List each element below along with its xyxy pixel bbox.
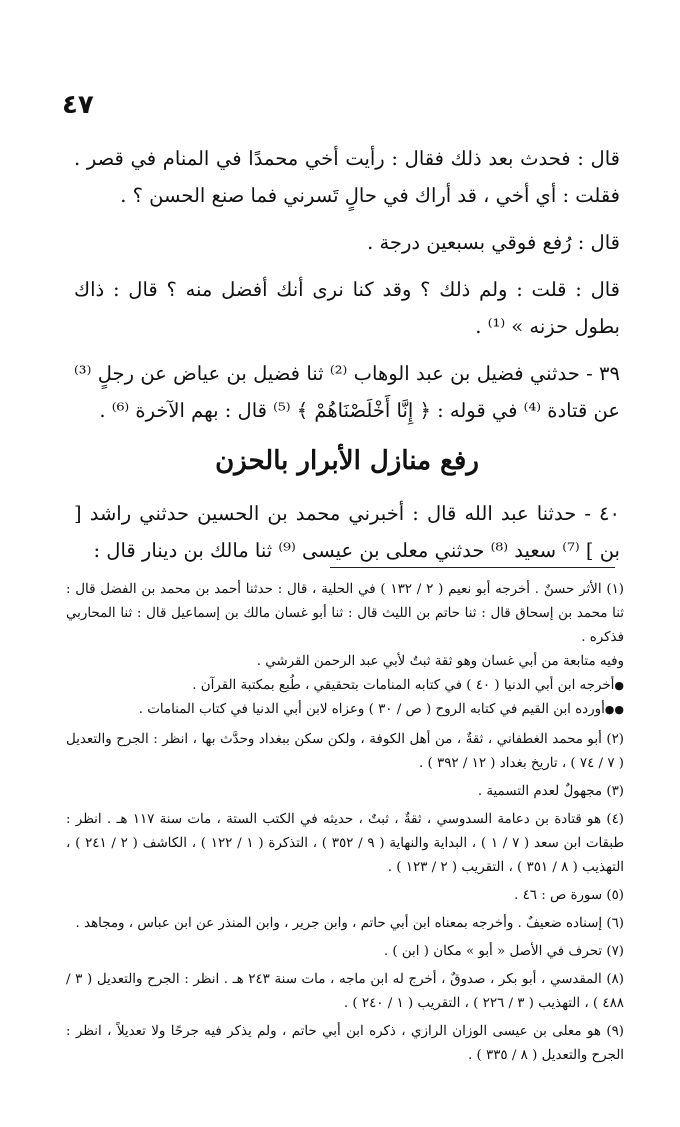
double-bullet-icon: ●● bbox=[604, 703, 624, 716]
footnote-3: (٣) مجهولٌ لعدم التسمية . bbox=[477, 784, 624, 799]
page-number: ٤٧ bbox=[62, 90, 94, 120]
footnote-1-bullet-text: أخرجه ابن أبي الدنيا ( ٤٠ ) في كتابه المنامات بتحقيقي ، طُبع بمكتبة القرآن . bbox=[192, 678, 615, 693]
footnote-9: (٩) هو معلى بن عيسى الوزان الرازي ، ذكره ابن أبي حاتم ، ولم يذكر فيه جرحًا ولا تعديلاً ، انظر : الجرح والتعديل ( ٨ / ٣٣٥ ) . bbox=[66, 1024, 624, 1063]
footnote-1-bullet-text: أورده ابن القيم في كتابه الروح ( ص / ٣٠ ) وعزاه لابن أبي الدنيا في كتاب المنامات . bbox=[138, 702, 605, 717]
footnote-4: (٤) هو قتادة بن دعامة السدوسي ، ثقةٌ ، ثبتٌ ، حديثه في الكتب الستة ، مات سنة ١١٧ هـ . انظر : طبقات ابن سعد ( ٧ / ١ ) ، البداية والنهاية ( ٩ / ٣٥٢ ) ، التذكرة ( ١ / ١٢٢ ) ، الكاشف ( ٢ / ٢٤١ ) ، التهذيب ( ٨ / ٣٥١ ) ، التقريب ( ٢ / ١٢٣ ) . bbox=[66, 812, 625, 875]
footnote-2: (٢) أبو محمد الغطفاني ، ثقةٌ ، من أهل الكوفة ، ولكن سكن ببغداد وحدَّث بها ، انظر : الجرح والتعديل ( ٧ / ٧٤ ) ، تاريخ بغداد ( ١٢ / ٣٩٢ ) . bbox=[66, 732, 624, 771]
main-text bbox=[74, 140, 620, 579]
paragraph-hadith-39: ٣٩ - حدثني فضيل بن عبد الوهاب ⁽²⁾ ثنا فضيل بن عياض عن رجلٍ ⁽³⁾ عن قتادة ⁽⁴⁾ في قوله : ﴿ إِنَّا أَخْلَصْنَاهُمْ ﴾ ⁽⁵⁾ قال : بهم الآخرة ⁽⁶⁾ . bbox=[74, 362, 620, 422]
footnote-5: (٥) سورة ص : ٤٦ . bbox=[514, 888, 624, 903]
bullet-icon: ● bbox=[614, 679, 624, 692]
section-heading: رفع منازل الأبرار بالحزن bbox=[215, 446, 479, 476]
paragraph-3: قال : قلت : ولم ذلك ؟ وقد كنا نرى أنك أفضل منه ؟ قال : ذاك بطول حزنه » ⁽¹⁾ . bbox=[74, 278, 620, 338]
footnote-7: (٧) تحرف في الأصل « أبو » مكان ( ابن ) . bbox=[383, 944, 624, 959]
footnote-1-note: وفيه متابعة من أبي غسان وهو ثقة ثبتٌ لأبي عبد الرحمن القرشي . bbox=[256, 654, 624, 669]
footnote-1-bullet bbox=[66, 674, 624, 698]
footnote-1-text: (١) الأثر حسنٌ . أخرجه أبو نعيم ( ٢ / ١٣٢ ) في الحلية ، قال : حدثنا أحمد بن محمد بن الفضل قال : ثنا محمد بن إسحاق قال : ثنا حاتم بن الليث قال : ثنا أبو غسان مالك بن إسماعيل قال : ثنا المحاربي فذكره . bbox=[66, 582, 624, 645]
footnote-1 bbox=[66, 578, 624, 722]
footnote-1-bullet bbox=[66, 698, 624, 722]
paragraph-hadith-40: ٤٠ - حدثنا عبد الله قال : أخبرني محمد بن الحسين حدثني راشد [ بن ] ⁽⁷⁾ سعيد ⁽⁸⁾ حدثني معلى بن عيسى ⁽⁹⁾ ثنا مالك بن دينار قال : bbox=[74, 502, 620, 562]
footnotes bbox=[66, 578, 624, 1072]
footnote-8: (٨) المقدسي ، أبو بكر ، صدوقٌ ، أخرج له ابن ماجه ، مات سنة ٢٤٣ هـ . انظر : الجرح والتعديل ( ٣ / ٤٨٨ ) ، التهذيب ( ٣ / ٢٢٦ ) ، التقريب ( ١ / ٢٤٠ ) . bbox=[66, 972, 624, 1011]
paragraph-1: قال : فحدث بعد ذلك فقال : رأيت أخي محمدًا في المنام في قصر . فقلت : أي أخي ، قد أراك في حالٍ تَسرني فما صنع الحسن ؟ . bbox=[74, 147, 620, 207]
footnote-6: (٦) إسناده ضعيفٌ . وأخرجه بمعناه ابن أبي حاتم ، وابن جرير ، وابن المنذر عن ابن عباس ، ومجاهد . bbox=[75, 916, 624, 931]
paragraph-2: قال : رُفع فوقي بسبعين درجة . bbox=[367, 231, 620, 254]
footnote-divider bbox=[330, 567, 615, 568]
